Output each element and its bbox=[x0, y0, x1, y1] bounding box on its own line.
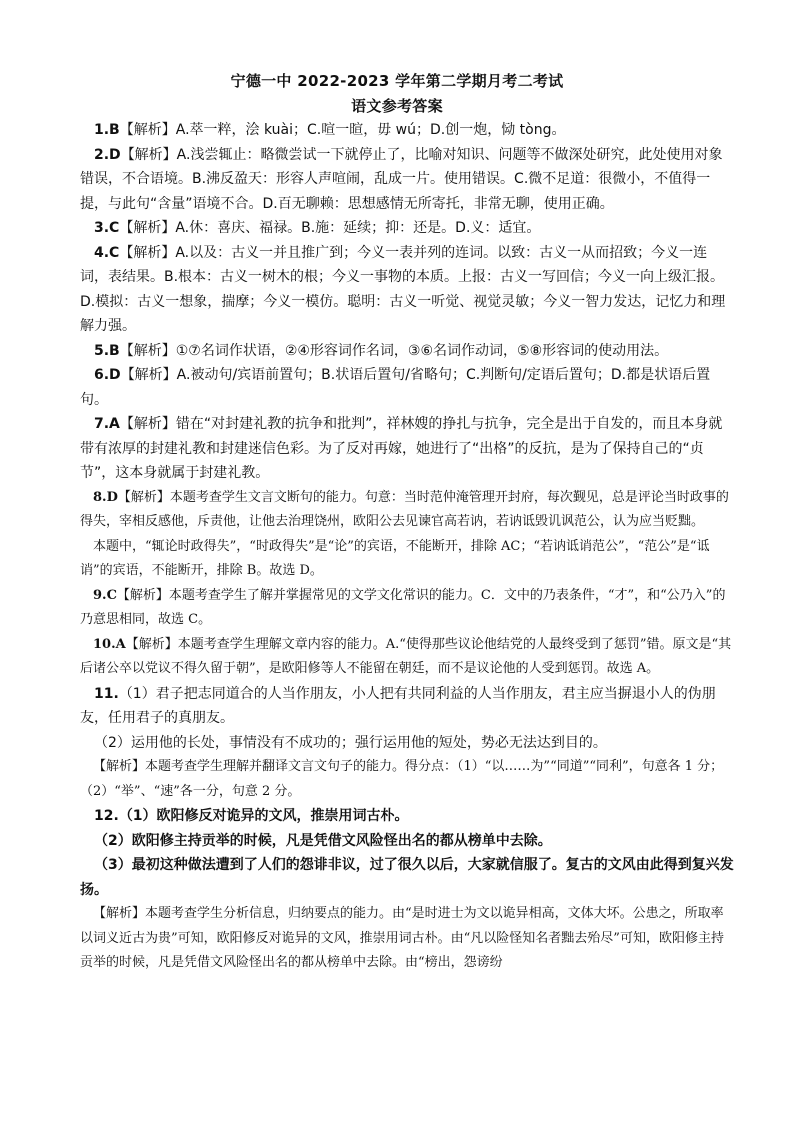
answer-number: 3.C bbox=[94, 220, 120, 236]
answer-number: 12. bbox=[94, 808, 119, 824]
answer-4 bbox=[80, 241, 735, 339]
answer-text: 【解析】本题考查学生文言文断句的能力。句意：当时范仲淹管理开封府，每次觐见，总是评论当时政事的得失，宰相反感他，斥责他，让他去治理饶州，欧阳公去见谏官高若讷，若讷诋毁讥讽范公，认为应当贬黜。 bbox=[80, 489, 729, 529]
answer-number: 1.B bbox=[94, 122, 120, 138]
answer-12-part3 bbox=[80, 853, 735, 902]
answer-12-analysis bbox=[80, 902, 735, 976]
answer-body bbox=[80, 118, 735, 976]
answer-number: 10.A bbox=[93, 636, 126, 652]
answer-text: 【解析】本题考查学生分析信息，归纳要点的能力。由“是时进士为文以诡异相高，文体大坏。公患之，所取率以词义近古为贵”可知，欧阳修反对诡异的文风，推崇用词古朴。由“凡以险怪知名者黜去殆尽”可知，欧阳修主持贡举的时候，凡是凭借文风险怪出名的都从榜单中去除。由“榜出，怨谤纷 bbox=[80, 906, 724, 970]
answer-3 bbox=[80, 216, 735, 241]
answer-text: （1）欧阳修反对诡异的文风，推崇用词古朴。 bbox=[118, 808, 409, 824]
answer-number: 8.D bbox=[93, 489, 118, 505]
answer-8-continued bbox=[80, 535, 735, 584]
answer-number: 6.D bbox=[94, 367, 121, 383]
answer-text: 【解析】错在“对封建礼教的抗争和批判”，祥林嫂的挣扎与抗争，完全是出于自发的，而且本身就带有浓厚的封建礼教和封建迷信色彩。为了反对再嫁，她进行了“出格”的反抗，是为了保持自己的“贞节”，这本身就属于封建礼教。 bbox=[80, 416, 723, 481]
answer-7 bbox=[80, 412, 735, 486]
answer-10 bbox=[80, 633, 735, 682]
answer-number: 4.C bbox=[94, 244, 120, 261]
answer-1 bbox=[80, 118, 735, 143]
answer-11-part2 bbox=[80, 731, 735, 756]
answer-text: 【解析】A.以及：古义一并且推广到；今义一表并列的连词。以致：古义一从而招致；今义一连词，表结果。B.根本：古义一树木的根；今义一事物的本质。上报：古义一写回信；今义一向上级汇报。D.模拟：古义一想象，揣摩；今义一模仿。聪明：古义一听觉、视觉灵敏；今义一智力发达，记忆力和理解力强。 bbox=[80, 244, 726, 334]
answer-number: 11. bbox=[94, 685, 119, 702]
answer-number: 9.C bbox=[93, 587, 117, 603]
answer-number: 7.A bbox=[94, 416, 120, 432]
answer-text: 【解析】A.萃一粹，浍 kuài；C.喧一暄，毋 wú；D.创一炮，恸 tòng。 bbox=[119, 122, 566, 138]
answer-text: 【解析】本题考查学生理解并翻译文言文句子的能力。得分点：（1）“以……为”“同道”“同利”，句意各 1 分；（2）“举”、“速”各一分，句意 2 分。 bbox=[80, 759, 724, 799]
answer-12 bbox=[80, 804, 735, 829]
answer-text: （1）君子把志同道合的人当作朋友，小人把有共同利益的人当作朋友，君主应当摒退小人的伪朋友，任用君子的真朋友。 bbox=[80, 685, 716, 726]
answer-text: （3）最初这种做法遭到了人们的怨诽非议，过了很久以后，大家就信服了。复古的文风由此得到复兴发扬。 bbox=[80, 857, 734, 898]
document-subtitle: 语文参考答案 bbox=[351, 97, 443, 115]
answer-text: 【解析】①⑦名词作状语，②④形容词作名词，③⑥名词作动词，⑤⑧形容词的使动用法。 bbox=[119, 342, 669, 359]
answer-text: （2）欧阳修主持贡举的时候，凡是凭借文风险怪出名的都从榜单中去除。 bbox=[94, 832, 552, 849]
answer-8 bbox=[80, 486, 735, 535]
answer-text: 【解析】A.浅尝辄止：略微尝试一下就停止了，比喻对知识、问题等不做深处研究，此处使用对象错误，不合语境。B.沸反盈天：形容人声喧闹，乱成一片。使用错误。C.微不足道：很微小，不值得一提，与此句“含量”语境不合。D.百无聊赖：思想感情无所寄托，非常无聊，使用正确。 bbox=[80, 146, 723, 212]
document-title: 宁德一中 2022-2023 学年第二学期月考二考试 bbox=[230, 72, 564, 90]
answer-text: 【解析】本题考查学生理解文章内容的能力。A.“使得那些议论他结党的人最终受到了惩罚”错。原文是“其后诸公卒以党议不得久留于朝”，是欧阳修等人不能留在朝廷，而不是议论他的人受到惩罚。故选 A。 bbox=[80, 636, 732, 676]
answer-text: （2）运用他的长处，事情没有不成功的；强行运用他的短处，势必无法达到目的。 bbox=[94, 734, 607, 751]
answer-11-analysis bbox=[80, 755, 735, 804]
answer-text: 【解析】A.被动句/宾语前置句；B.状语后置句/省略句；C.判断句/定语后置句；D.都是状语后置句。 bbox=[80, 367, 711, 408]
answer-5 bbox=[80, 339, 735, 364]
answer-number: 2.D bbox=[94, 146, 121, 163]
answer-number: 5.B bbox=[94, 342, 120, 359]
answer-12-part2 bbox=[80, 829, 735, 854]
answer-text: 【解析】本题考查学生了解并掌握常见的文学文化常识的能力。C．文中的乃表条件，“才”，和“公乃入”的乃意思相同，故选 C。 bbox=[80, 587, 726, 627]
answer-11 bbox=[80, 682, 735, 731]
answer-9 bbox=[80, 584, 735, 633]
answer-text: 本题中，“辄论时政得失”，“时政得失”是“论”的宾语，不能断开，排除 AC；“若讷诋诮范公”，“范公”是“诋诮”的宾语，不能断开，排除 B。故选 D。 bbox=[80, 538, 710, 578]
answer-text: 【解析】A.休：喜庆、福禄。B.施：延续；抑：还是。D.义：适宜。 bbox=[119, 220, 541, 236]
answer-2 bbox=[80, 143, 735, 217]
answer-6 bbox=[80, 363, 735, 412]
